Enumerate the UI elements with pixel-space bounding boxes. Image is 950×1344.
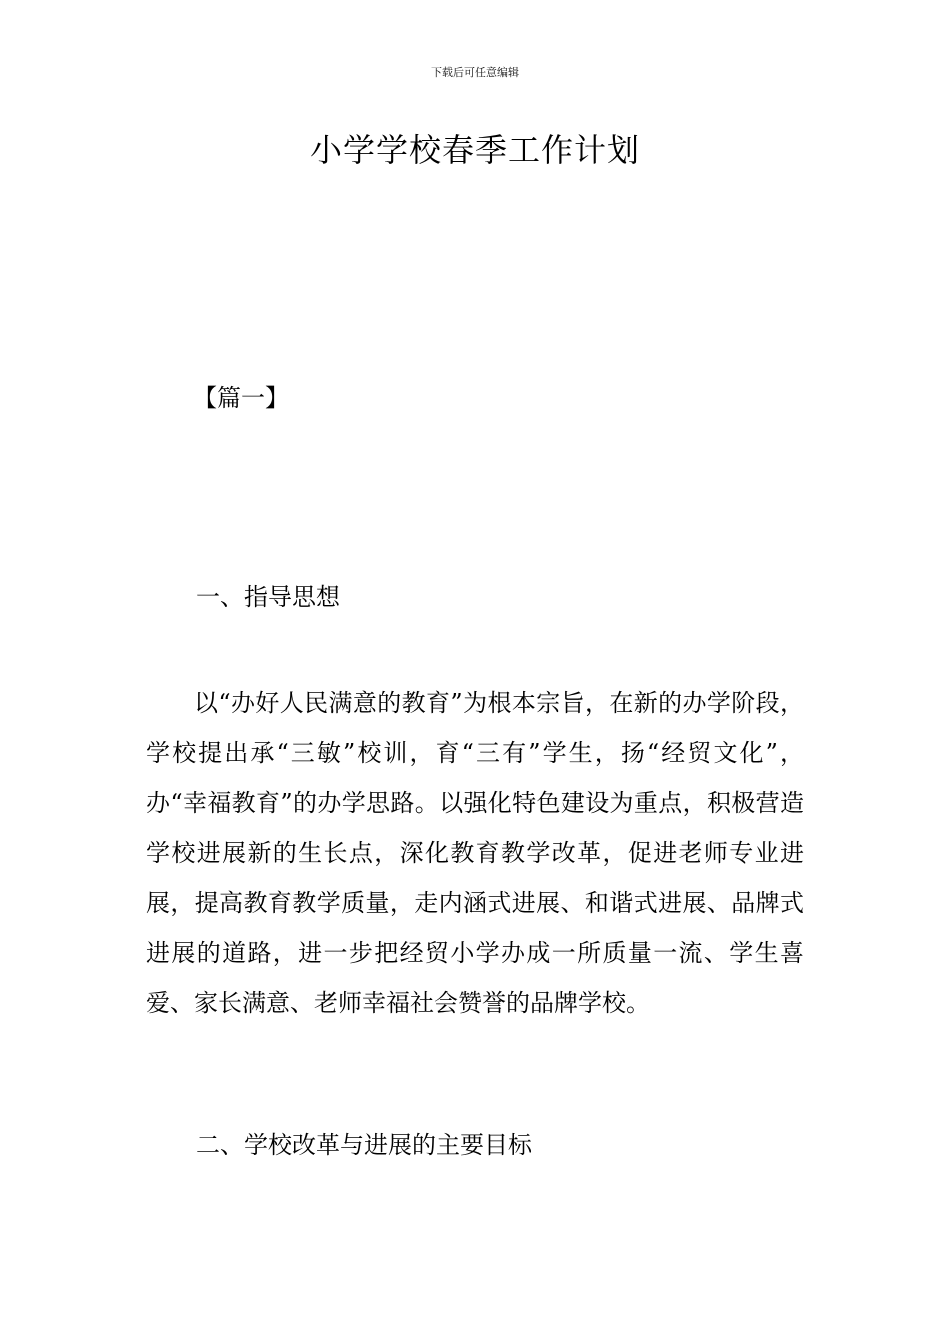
section-heading-main-goals: 二、学校改革与进展的主要目标 xyxy=(196,1131,532,1159)
header-note: 下载后可任意编辑 xyxy=(431,66,519,79)
body-paragraph: 以“办好人民满意的教育”为根本宗旨，在新的办学阶段，学校提出承“三敏”校训，育“三有”学生，扬“经贸文化”，办“幸福教育”的办学思路。以强化特色建设为重点，积极营造学校进展新的生长点，深化教育教学改革，促进老师专业进展，提高教育教学质量，走内涵式进展、和谐式进展、品牌式进展的道路，进一步把经贸小学办成一所质量一流、学生喜爱、家长满意、老师幸福社会赞誉的品牌学校。 xyxy=(146,689,804,1017)
section-heading-guiding-ideology: 一、指导思想 xyxy=(196,583,340,611)
document-title: 小学学校春季工作计划 xyxy=(309,131,640,169)
part-label: 【篇一】 xyxy=(193,384,289,412)
